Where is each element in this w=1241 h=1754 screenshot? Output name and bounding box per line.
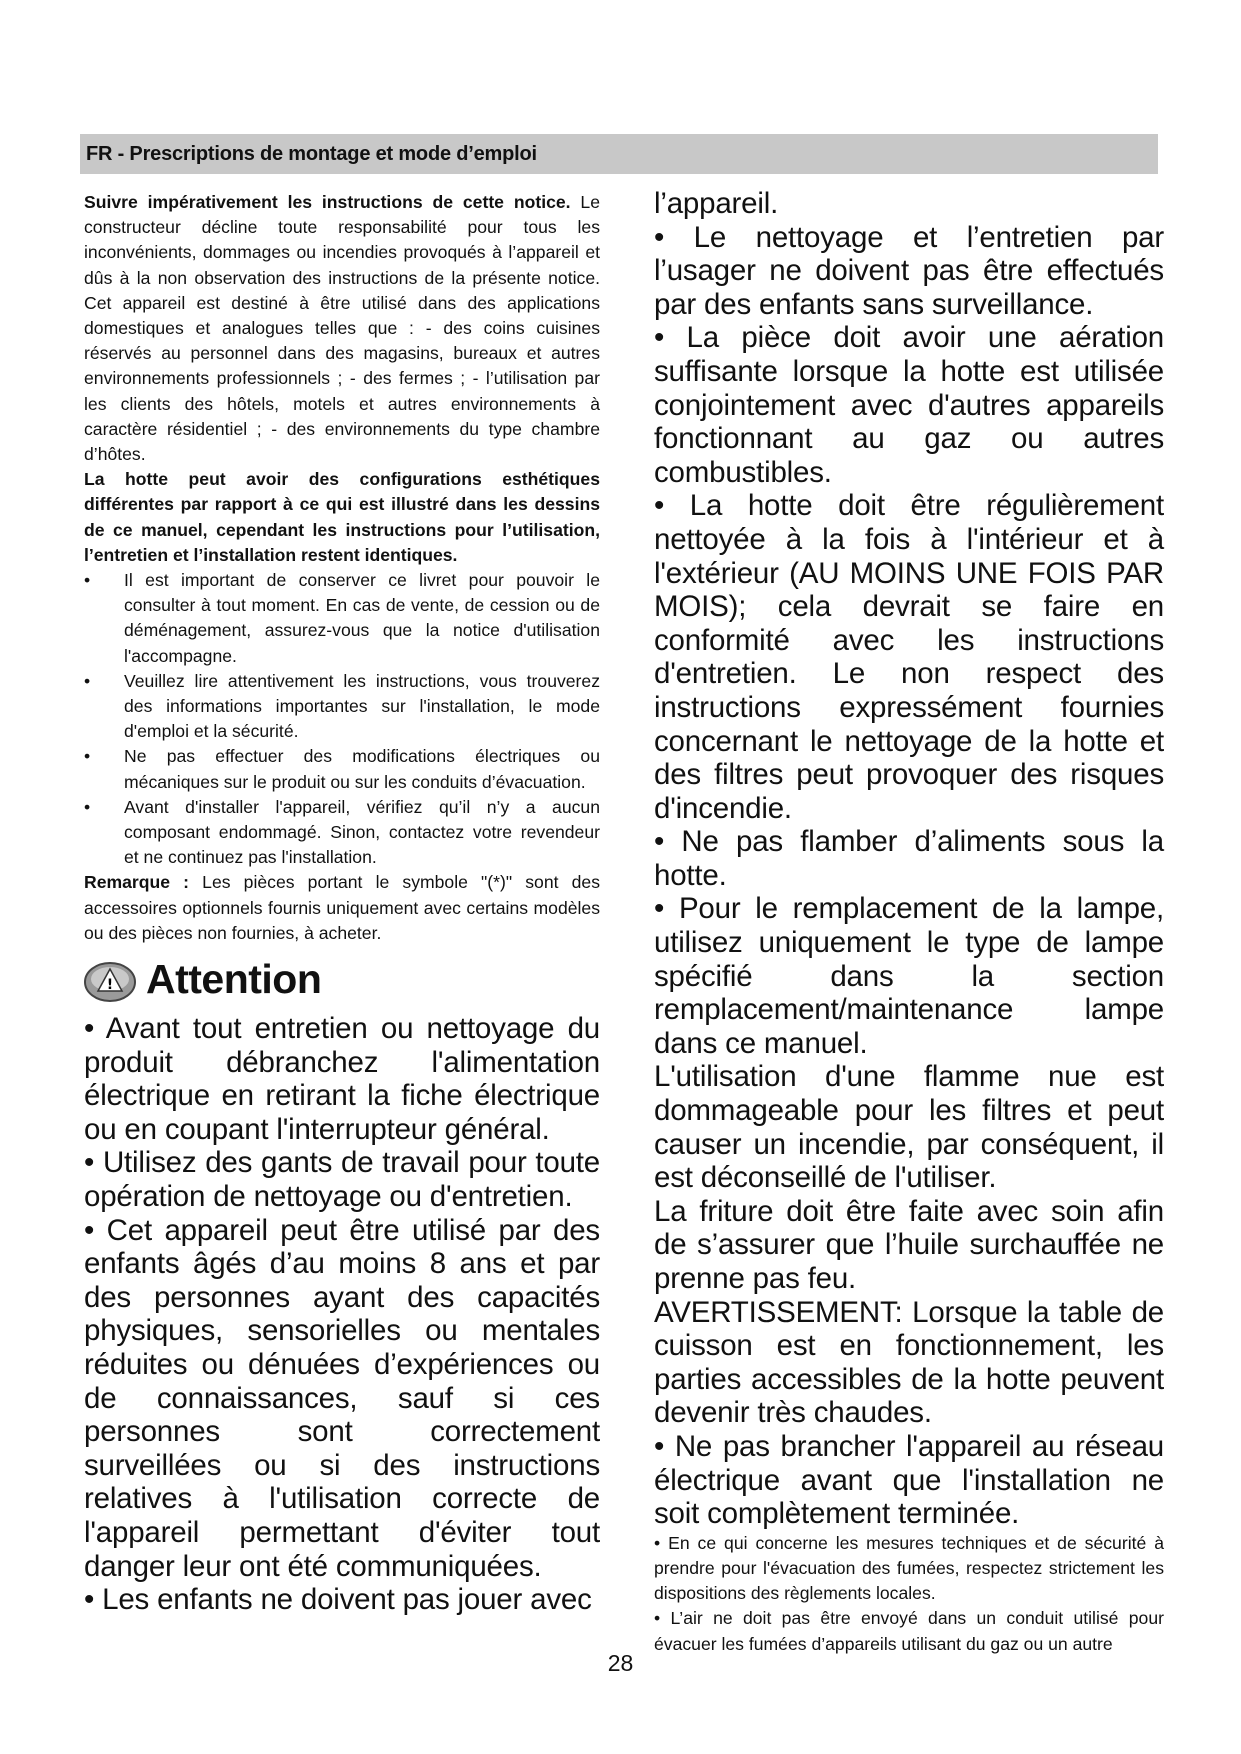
warning-icon-glyph: ! [106,977,114,994]
intro-bold-text: Suivre impérativement les instructions de cette notice. [84,192,571,212]
warning-icon [84,962,136,1002]
safety-paragraph: • La hotte doit être régulièrement nettoyée à la fois à l'intérieur et à l'extérieur (AU MOINS UNE FOIS PAR MOIS); cela devrait se faire en conformité avec les instructions d'entretien. Le non respect des instructions expressément fournies concernant le nettoyage de la hotte et des filtres peut provoquer des risques d'incendie. [654,489,1164,825]
bullet-glyph: • [84,796,91,817]
safety-paragraph: L'utilisation d'une flamme nue est dommageable pour les filtres et peut causer un incendie, par conséquent, il est déconseillé de l'utiliser. [654,1060,1164,1195]
list-item [84,744,600,794]
page-number: 28 [607,1650,634,1676]
attention-paragraph: • Utilisez des gants de travail pour toute opération de nettoyage ou d'entretien. [84,1146,600,1214]
list-item-text: Avant d'installer l'appareil, vérifiez qu’il n’y a aucun composant endommagé. Sinon, contactez votre revendeur et ne continuez pas l'installation. [124,796,600,868]
list-item [84,568,600,669]
safety-paragraph: • Le nettoyage et l’entretien par l’usager ne doivent pas être effectués par des enfants sans surveillance. [654,220,1164,321]
attention-paragraph: • Cet appareil peut être utilisé par des enfants âgés d’au moins 8 ans et par des personnes ayant des capacités physiques, sensorielles ou mentales réduites ou dénuées d’expériences ou de connaissances, sauf si ces personnes sont correctement surveillées ou si des instructions relatives à l'utilisation correcte de l'appareil permettant d'éviter tout danger leur ont été communiquées. [84,1213,600,1583]
remark-label: Remarque : [84,872,190,893]
safety-paragraph: • Ne pas brancher l'appareil au réseau électrique avant que l'installation ne soit complètement terminée. [654,1429,1164,1531]
section-title: FR - Prescriptions de montage et mode d’emploi [86,143,537,165]
intro-text: Le constructeur décline toute responsabilité pour tous les inconvénients, dommages ou incendies provoqués à l’appareil et dûs à la non observation des instructions de la présente notice. Cet appareil est destiné à être utilisé dans des applications domestiques et analogues telles que : - des coins cuisines réservés au personnel dans des magasins, bureaux et autres environnements professionnels ; - des fermes ; - l’utilisation par les clients des hôtels, motels et autres environnements à caractère résidentiel ; - des environnements du type chambre d’hôtes. [84,192,600,465]
safety-paragraph: • Ne pas flamber d’aliments sous la hotte. [654,825,1164,892]
attention-title: Attention [146,956,322,1003]
remark-paragraph [84,870,600,946]
list-item [84,795,600,871]
configuration-note: La hotte peut avoir des configurations esthétiques différentes par rapport à ce qui est illustré dans les dessins de ce manuel, cependant les instructions pour l’utilisation, l’entretien et l’installation restent identiques. [84,469,600,565]
general-instructions-list [84,568,600,870]
left-column [84,190,600,1617]
list-item [84,669,600,745]
list-item-text: Il est important de conserver ce livret pour pouvoir le consulter à tout moment. En cas de vente, de cession ou de déménagement, assurez-vous que la notice d'utilisation l'accompagne. [124,570,600,666]
technical-note: • En ce qui concerne les mesures techniques et de sécurité à prendre pour l'évacuation des fumées, respectez strictement les dispositions des règlements locales. [654,1532,1164,1604]
safety-paragraph: • Pour le remplacement de la lampe, utilisez uniquement le type de lampe spécifié dans la section remplacement/maintenance lampe dans ce manuel. [654,892,1164,1060]
attention-paragraph: • Les enfants ne doivent pas jouer avec [84,1583,592,1617]
warning-paragraph: AVERTISSEMENT: Lorsque la table de cuisson est en fonctionnement, les parties accessibles de la hotte peuvent devenir très chaudes. [654,1295,1164,1430]
attention-heading [84,954,600,1012]
safety-paragraph: La friture doit être faite avec soin afin de s’assurer que l’huile surchauffée ne prenne pas feu. [654,1194,1164,1295]
safety-paragraph: • La pièce doit avoir une aération suffisante lorsque la hotte est utilisée conjointement avec d'autres appareils fonctionnant au gaz ou autres combustibles. [654,321,1164,489]
bullet-glyph: • [84,570,91,591]
bullet-glyph: • [84,670,91,691]
bullet-glyph: • [84,746,91,767]
list-item-text: Veuillez lire attentivement les instructions, vous trouverez des informations importantes sur l'installation, le mode d'emploi et la sécurité. [124,670,600,742]
remark-text: Les pièces portant le symbole "(*)" sont des accessoires optionnels fournis uniquement avec certains modèles ou des pièces non fournies, à acheter. [84,872,600,943]
attention-paragraph: • Avant tout entretien ou nettoyage du produit débranchez l'alimentation électrique en retirant la fiche électrique ou en coupant l'interrupteur général. [84,1012,600,1146]
right-column [654,187,1164,1657]
section-header-bar [80,134,1158,174]
safety-paragraph: l’appareil. [654,187,779,220]
technical-note: • L’air ne doit pas être envoyé dans un conduit utilisé pour évacuer les fumées d’appareils utilisant du gaz ou un autre [654,1608,1164,1654]
intro-paragraph [84,190,600,467]
list-item-text: Ne pas effectuer des modifications électriques ou mécaniques sur le produit ou sur les conduits d’évacuation. [124,746,600,792]
